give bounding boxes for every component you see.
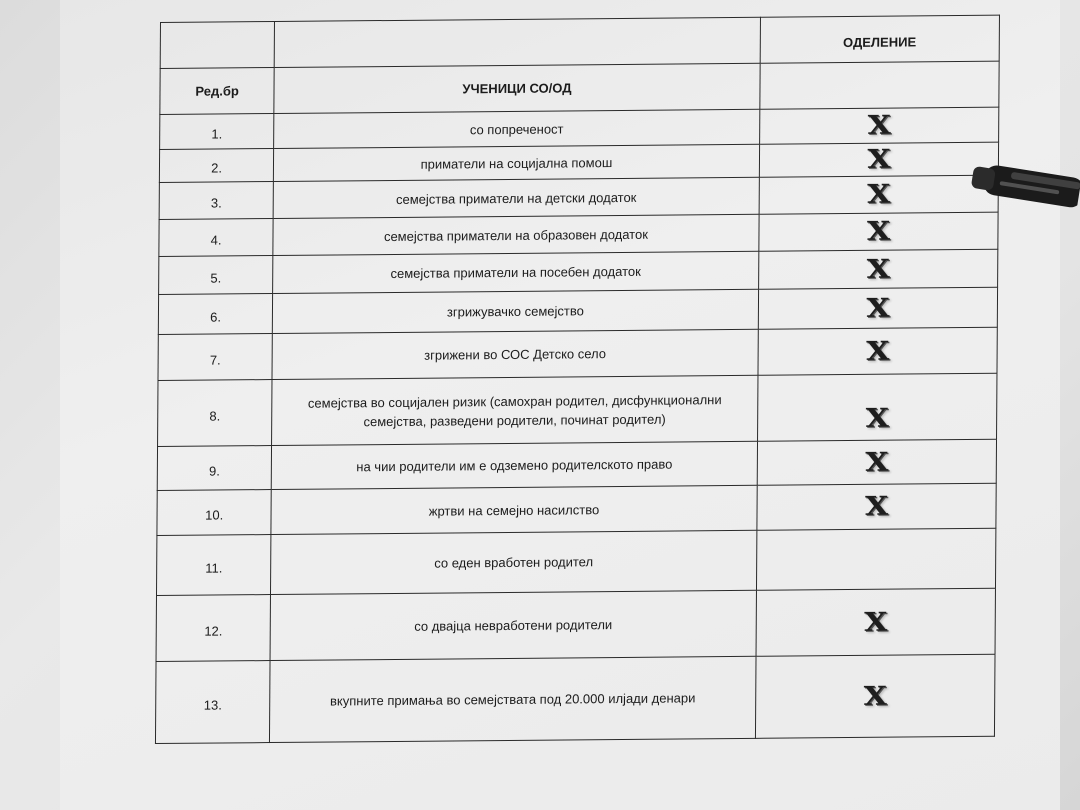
- row-description: семејства во социјален ризик (самохран родител, дисфункционални семејства, разведени родители, починат родител): [272, 375, 758, 445]
- header-number: Ред.бр: [160, 68, 275, 115]
- x-mark: X: [865, 336, 890, 367]
- row-number: 5.: [159, 256, 274, 295]
- x-mark: X: [867, 110, 891, 141]
- header-department: ОДЕЛЕНИЕ: [760, 15, 1000, 63]
- paper-sheet: [60, 0, 1060, 810]
- header-blank-number: [160, 21, 275, 68]
- x-mark: X: [866, 216, 891, 247]
- row-mark: [759, 142, 999, 177]
- x-mark: X: [866, 254, 890, 285]
- header-blank-department: [759, 61, 999, 109]
- row-mark: [759, 212, 999, 251]
- row-mark: [759, 175, 999, 214]
- row-number: 8.: [158, 380, 273, 447]
- row-description: со попреченост: [274, 109, 760, 148]
- row-mark: [758, 249, 998, 289]
- x-mark: X: [864, 447, 889, 478]
- student-category-table: [155, 15, 1000, 744]
- row-description: згрижувачко семејство: [273, 289, 759, 333]
- row-mark: [756, 588, 996, 656]
- row-description: згрижени во СОС Детско село: [272, 329, 758, 379]
- row-mark: [758, 327, 998, 375]
- row-number: 13.: [155, 661, 270, 744]
- document-sheet: [155, 15, 1000, 744]
- table-row: [156, 528, 995, 595]
- header-blank-students: [274, 17, 760, 67]
- row-description: приматели на социјална помош: [274, 144, 760, 181]
- row-mark: [757, 439, 997, 485]
- row-number: 1.: [160, 114, 275, 150]
- table-row: [157, 483, 996, 535]
- row-description: жртви на семејно насилство: [271, 485, 757, 534]
- row-description: семејства приматели на детски додаток: [273, 177, 759, 218]
- row-description: со двајца невработени родители: [270, 590, 756, 660]
- row-number: 12.: [156, 595, 271, 662]
- row-description: семејства приматели на образовен додаток: [273, 214, 759, 255]
- table-row: [158, 373, 997, 446]
- row-description: семејства приматели на посебен додаток: [273, 251, 759, 293]
- x-mark: X: [865, 403, 889, 434]
- x-mark: X: [867, 144, 891, 175]
- row-number: 2.: [159, 149, 274, 183]
- row-mark: [757, 483, 997, 530]
- x-mark: X: [863, 681, 887, 712]
- x-mark: X: [864, 491, 889, 522]
- table-row: [158, 327, 997, 380]
- row-mark: [759, 107, 999, 144]
- row-mark: [756, 528, 996, 590]
- row-mark: [758, 287, 998, 329]
- row-number: 10.: [157, 490, 272, 536]
- table-row: [155, 654, 995, 743]
- row-mark: [757, 373, 997, 441]
- row-description: вкупните примања во семејствата под 20.000 илјади денари: [270, 656, 756, 742]
- header-row-top: [160, 15, 999, 68]
- row-number: 3.: [159, 182, 274, 220]
- row-mark: [755, 654, 995, 738]
- x-mark: X: [863, 607, 888, 638]
- row-number: 4.: [159, 219, 274, 257]
- row-number: 11.: [156, 535, 271, 596]
- table-row: [156, 588, 995, 661]
- row-description: на чии родители им е одземено родителското право: [272, 441, 758, 489]
- row-number: 7.: [158, 334, 273, 381]
- x-mark: X: [866, 179, 891, 210]
- row-number: 6.: [158, 294, 273, 335]
- table-row: [157, 439, 996, 490]
- row-number: 9.: [157, 446, 272, 491]
- header-students: УЧЕНИЦИ СО/ОД: [274, 63, 760, 113]
- header-row: [160, 61, 999, 114]
- x-mark: X: [866, 293, 890, 324]
- row-description: со еден вработен родител: [271, 530, 757, 594]
